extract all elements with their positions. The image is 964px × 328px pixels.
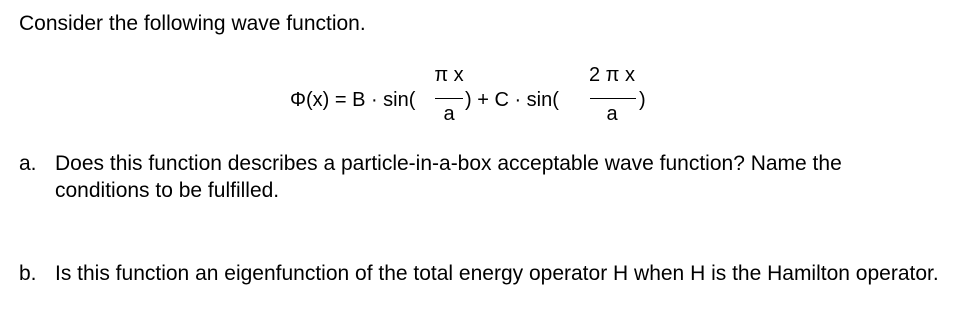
equation-middle: ) + C · sin( bbox=[465, 89, 559, 111]
equation-end: ) bbox=[639, 89, 646, 111]
question-a-letter: a. bbox=[19, 152, 37, 175]
fraction-1-bar bbox=[435, 98, 463, 99]
fraction-2-bar bbox=[590, 98, 636, 99]
question-a-text: Does this function describes a particle-in-a-box acceptable wave function? Name the conditions to be fulfilled. bbox=[55, 152, 842, 202]
fraction-2-denominator: a bbox=[606, 103, 618, 125]
wave-function-equation bbox=[290, 60, 670, 130]
equation-lhs: Φ(x) = B · sin( bbox=[290, 89, 416, 111]
intro-text: Consider the following wave function. bbox=[19, 12, 366, 35]
fraction-2-numerator: 2 π x bbox=[588, 64, 636, 86]
fraction-1-denominator: a bbox=[443, 103, 455, 125]
question-b-letter: b. bbox=[19, 262, 37, 285]
question-b-text: Is this function an eigenfunction of the total energy operator H when H is the Hamilton operator. bbox=[55, 262, 939, 285]
fraction-1-numerator: π x bbox=[434, 64, 464, 86]
